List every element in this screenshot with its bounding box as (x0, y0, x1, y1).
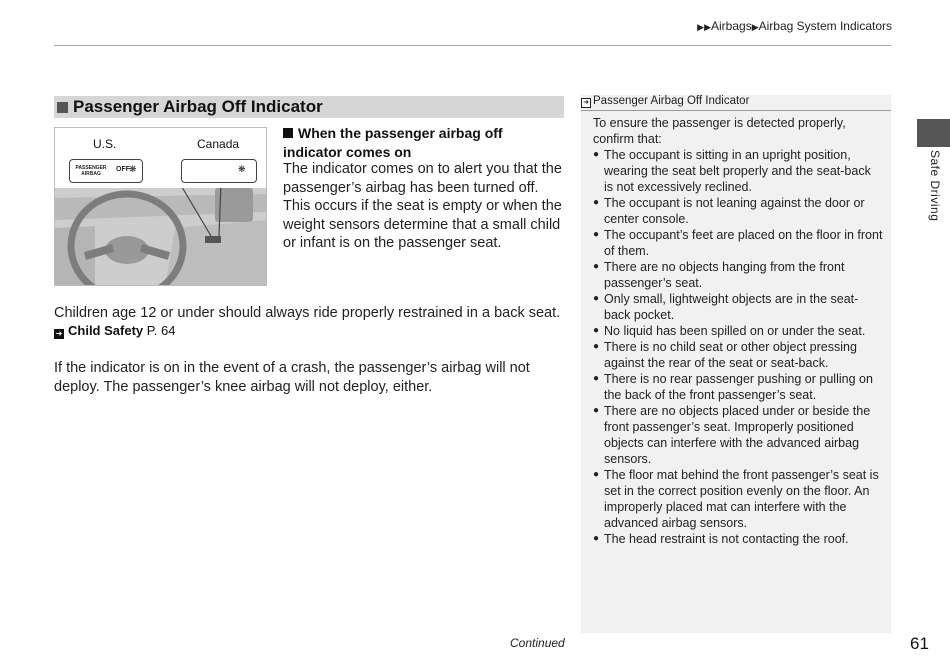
xref-title: Child Safety (68, 323, 144, 338)
xref-page: P. 64 (146, 323, 176, 338)
subsection-heading-text: When the passenger airbag off indicator comes on (283, 125, 503, 160)
children-note: Children age 12 or under should always ride properly restrained in a back seat. (54, 305, 561, 321)
side-panel-title-text: Passenger Airbag Off Indicator (593, 95, 750, 107)
side-note-panel (581, 95, 891, 633)
breadcrumb-item-airbags[interactable]: Airbags (711, 19, 752, 33)
airbag-off-icon: ❋ (129, 164, 137, 174)
list-item: ● There is no rear passenger pushing or pulling on the back of the front passenger’s seat. (593, 371, 883, 403)
continued-label: Continued (510, 636, 565, 650)
figure-label-canada: Canada (197, 137, 240, 151)
cross-reference-arrow-icon: ➜ (55, 329, 63, 338)
subsection-heading (283, 124, 533, 162)
page-number: 61 (910, 634, 929, 653)
breadcrumb-separator: ▶ (751, 22, 759, 32)
figure-label-us: U.S. (93, 137, 117, 151)
us-indicator-off: OFF (116, 166, 130, 173)
section-square-icon (57, 102, 68, 113)
breadcrumb-item-indicators[interactable]: Airbag System Indicators (758, 19, 892, 33)
list-item: ● The occupant’s feet are placed on the floor in front of them. (593, 227, 883, 259)
section-header (54, 96, 564, 118)
side-panel-list (593, 147, 883, 547)
list-item: ● No liquid has been spilled on or under the seat. (593, 323, 883, 339)
us-indicator (69, 159, 143, 183)
breadcrumb (697, 19, 892, 33)
canada-indicator (181, 159, 257, 183)
top-divider (54, 45, 891, 46)
list-item: ● There are no objects placed under or beside the front passenger’s seat. Improperly positioned objects can interfere with the advanced airbag sensors. (593, 403, 883, 467)
dashboard-figure (54, 127, 267, 286)
chapter-tab[interactable] (917, 119, 950, 147)
side-panel-intro: To ensure the passenger is detected properly, confirm that: (593, 116, 846, 146)
chapter-tab-label: Safe Driving (928, 150, 942, 222)
side-panel-title (581, 95, 891, 111)
list-item: ● The occupant is sitting in an upright position, wearing the seat belt properly and the seat-back is not excessively reclined. (593, 147, 883, 195)
child-safety-link[interactable] (54, 323, 175, 339)
list-item: ● The head restraint is not contacting the roof. (593, 531, 883, 547)
crash-note: If the indicator is on in the event of a crash, the passenger’s airbag will not deploy. The passenger’s knee airbag will not deploy, either. (54, 360, 530, 395)
list-item: ● Only small, lightweight objects are in the seat-back pocket. (593, 291, 883, 323)
indicator-description: The indicator comes on to alert you that the passenger’s airbag has been turned off. This occurs if the seat is empty or when the weight sensors determine that a small child or infant is on the passenger seat. (283, 161, 562, 251)
list-item: ● There is no child seat or other object pressing against the rear of the seat or seat-back. (593, 339, 883, 371)
breadcrumb-marker: ▶▶ (697, 22, 711, 32)
subsection-square-icon (283, 128, 293, 138)
list-item: ● There are no objects hanging from the front passenger’s seat. (593, 259, 883, 291)
note-arrow-icon: ➜ (581, 98, 591, 108)
section-title: Passenger Airbag Off Indicator (73, 97, 323, 116)
airbag-off-symbol-icon: ❋ (238, 164, 246, 174)
list-item: ● The floor mat behind the front passenger’s seat is set in the correct position evenly on the floor. An improperly placed mat can interfere with the advanced airbag sensors. (593, 467, 883, 531)
list-item: ● The occupant is not leaning against the door or center console. (593, 195, 883, 227)
us-indicator-text: PASSENGER AIRBAG (75, 165, 107, 177)
